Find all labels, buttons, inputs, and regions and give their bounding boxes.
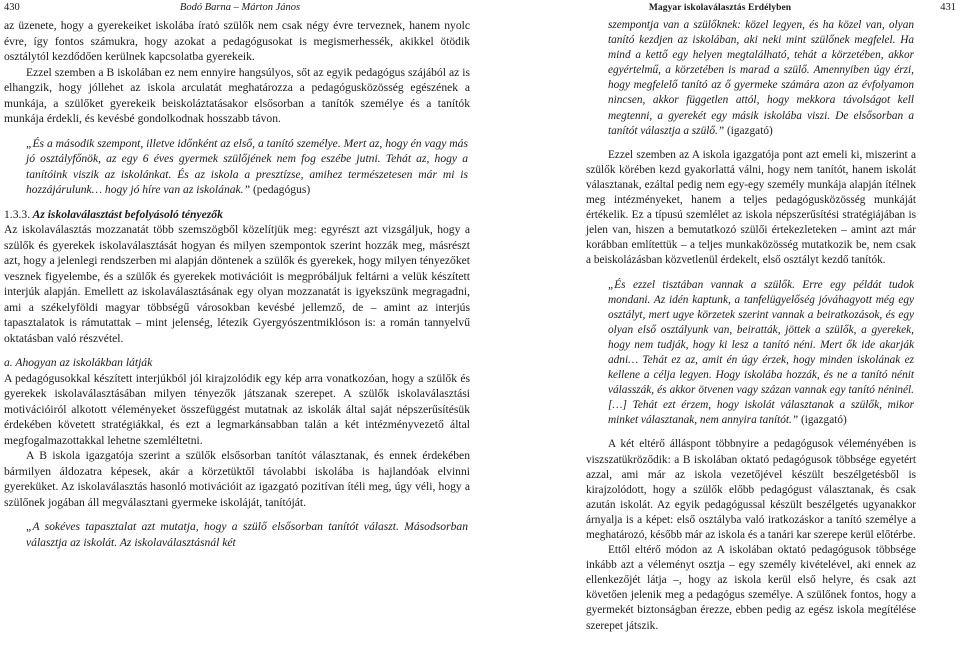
left-page-number: 430 xyxy=(4,2,20,13)
subheading: a. Ahogyan az iskolákban látják xyxy=(4,356,153,369)
right-running-head xyxy=(480,0,960,18)
right-running-title: Magyar iskolaválasztás Erdélyben xyxy=(648,3,792,13)
left-running-title: Bodó Barna – Márton János xyxy=(179,2,301,13)
section-number: 1.3.3. xyxy=(4,207,31,221)
quote-text: szempontja van a szülőknek: közel legyen, és ha közel van, olyan tanító kezdjen az iskolában, aki neki mint szülőnek megfelel. Ha mind a kettő egy helyen megtalálható, tehát a körzetében, akkor egyértelmű, a körzetében is marad a szülő. Amennyiben úgy érzi, hogy megfelelő tanító az ő gyermeke számára azon az évfolyamon nincsen, akkor független attól, hogy mekkora távolságot kell megtenni, a gyerekét egy másik iskolába viszi. De elsősorban a tanítót választja a szülő.” xyxy=(608,19,914,137)
right-page-number: 431 xyxy=(940,2,956,13)
paragraph: az üzenete, hogy a gyerekeiket iskolába íratό szülők nem csak négy évre terveznek, hanem nyolc évre, így fontos számukra, hogy azokat a pedagógusokat is megismerhessék, akikkel ötödik osztálytól kezdődően kerülnek kapcsolatba gyerekeik. xyxy=(4,19,470,63)
paragraph: A pedagógusokkal készített interjúkból jól kirajzolódik egy kép arra vonatkozóan, hogy a szülők és gyerekek iskolaválasztásában milyen tényezők játszanak szerepet. A szülők iskolaválasztási motivációiról alkotott véleményeket összefüggést mutatnak az iskolák által saját népszerűsítésük érdekében követett stratégiákkal, és ezt a legmarkánsabban talán a két intézményvezető által megfogalmazottakkal lehetne szemléltetni. xyxy=(4,371,470,447)
block-quote xyxy=(4,136,470,198)
quote-source: (pedagógus) xyxy=(252,183,311,196)
section-heading xyxy=(4,207,470,223)
section-title: Az iskolaválasztást befolyásoló tényezők xyxy=(32,207,223,221)
paragraph: A két eltérő álláspont többnyire a pedagógusok véleményében is viszszatükröződik: a B iskolában oktató pedagógusok többsége egyetért azzal, ami már az iskola vezetőjével készült beszélgetésből is kirajzolódott, hogy a szülők előbb pedagógust választanak, és csak azután iskolát. Az egyik pedagógussal készült beszélgetés ugyanakkor árnyalja is a képet: első osztályba való iratkozáskor a tanító személye a meghatározó, később már az iskola és a tanári kar szerepe kerül előtérbe. xyxy=(586,438,916,541)
paragraph: Ezzel szemben az A iskola igazgatója pont azt emeli ki, miszerint a szülők körében kezd gyakorlattá válni, hogy nem tanítót, hanem iskolát választanak, ezáltal pedig nem egy-egy személy munkája alapján ítélnek meg intézményeket, hanem a teljes pedagógusközösség munkáját értékelik. Ez a típusú szemlélet az iskola népszerűsítési stratégiájában is jelen van, hiszen a bemutatkozó szülői értekezleteken – amint azt már korábban említettük – a teljes munkaközösség mutatkozik be, nem csak a beiskolázásban közvetlenül érdekelt, első osztályt kezdő tanítók. xyxy=(586,148,916,267)
block-quote xyxy=(586,278,916,429)
paragraph: Ezzel szemben a B iskolában ez nem ennyire hangsúlyos, sőt az egyik pedagógus szájából az is elhangzik, hogy jóllehet az iskola arculatát meghatározza a pedagógusközösség egészének a munkája, a szülőket gyerekeik beiskoláztatásakor elsősorban a tanítók személye és a tanítók munkája érdekli, és kevésbé gondolkodnak hosszabb távon. xyxy=(4,65,470,125)
right-text-column xyxy=(586,18,916,634)
paragraph: Ettől eltérő módon az A iskolában oktató pedagógusok többsége inkább azt a véleményt osztja – egy személy kivételével, aki ennek az ellenkezőjét látja –, hogy az iskola kerül első helyre, és csak azt követően jelenik meg a pedagógus személye. A szülőnek fontos, hogy a gyermekét biztonságban érezze, ebben pedig az egész iskola megítélése szerepet játszik. xyxy=(586,544,916,632)
quote-source: (igazgató) xyxy=(800,414,847,427)
paragraph: A B iskola igazgatója szerint a szülők elsősorban tanítót választanak, és ennek érdekében bármilyen áldozatra képesek, akár a körzetüktől távolabbi iskolába is hajlandóak elvinni gyereküket. Az iskolaválasztás hasonló motivációit az igazgató pozitívan ítéli meg, úgy véli, hogy a szülőnek jogában áll megválasztani gyermeke iskoláját, tanítóját. xyxy=(4,449,470,509)
right-page xyxy=(480,0,960,658)
left-running-head xyxy=(0,0,480,18)
quote-source: (igazgató) xyxy=(726,124,773,137)
quote-text: „És ezzel tisztában vannak a szülők. Erre egy példát tudok mondani. Az idén kaptunk, a tanfelügyelőség jóváhagyott még egy osztályt, mert ugye körzetek szerint vannak a beiratkozások, és egy olyan első osztályunk van, beiratták, jöttek a szülők, a gyerekek, hogy nem tudják, hogy ki lesz a tanító néni. Mert ők ide akarják adni… Tehát ez az, amit én úgy érzek, hogy minden iskolának ez kellene a célja legyen. Hogy iskolába hozzák, és ne a tanító nénit válasszák, és akkor ötvenen vagy százan vannak egy tanító néninél. […] Tehát ezt érzem, hogy iskolát választanak a szülők, mikor minket választanak, nem annyira tanítót.” xyxy=(608,278,914,427)
paragraph: Az iskolaválasztás mozzanatát több szemszögből közelítjük meg: egyrészt azt vizsgáljuk, hogy a szülők és gyerekek iskolaválasztását hogyan és milyen szempontok szerint hozzák meg, másrészt azt, hogy a jelenlegi rendszerben mi alapján döntenek a szülők és gyerekek, hogy milyen tényezőket vesznek figyelembe, és a szülők és gyerekek motivációit is megpróbáljuk feltárni a velük készített interjúk alapján. Emellett az iskolaválasztásának egy olyan mozzanatát is igyekszünk megragadni, ami a székelyföldi magyar többségű városokban kevésbé jellemző, de – amint az interjús tapasztalatok is rámutattak – mint jelenség, létezik Gyergyószentmiklóson is: a román tannyelvű oktatásban való részvétel. xyxy=(4,223,470,345)
left-text-column xyxy=(4,18,470,550)
quote-text: „A sokéves tapasztalat azt mutatja, hogy a szülő elsősorban tanítót választ. Másodsorban választja az iskolát. Az iskolaválasztásnál két xyxy=(26,520,468,549)
block-quote xyxy=(4,519,470,550)
block-quote xyxy=(586,18,916,139)
quote-text: „És a második szempont, illetve időnként az első, a tanító személye. Mert az, hogy én vagy más jó osztályfőnök, az egy 6 éves gyermek szülőjének nem fog eszébe jutni. Tehát az, hogy a tanítóink viszik az iskolánkat. És az iskola a presztízse, amihez természetesen már mi is hozzájárulunk… hogy jó híre van az iskolának.” xyxy=(26,136,468,196)
